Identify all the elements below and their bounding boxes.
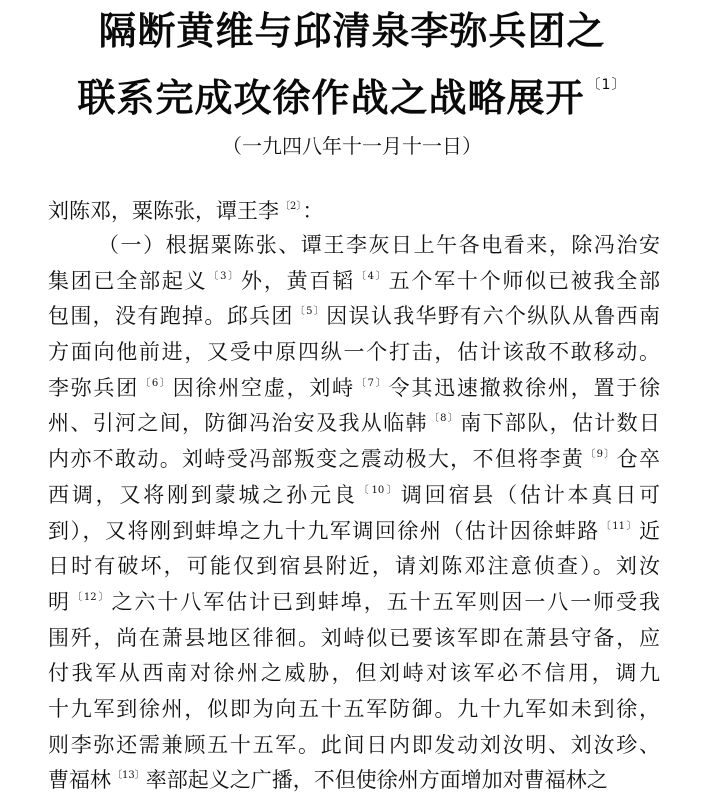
paragraph-body: [48, 228, 660, 799]
text-run: 五个军十个师似已被我全部: [388, 268, 660, 293]
text-line: [48, 335, 660, 371]
text-line: [48, 763, 660, 799]
text-run: 到），又将刚到蚌埠之九十九军调回徐州（估计因徐蚌路: [48, 518, 600, 543]
text-run: 则李弥还需兼顾五十五军。此间日内即发动刘汝明、刘汝珍、: [48, 732, 660, 757]
document-date: （一九四八年十一月十一日）: [222, 134, 482, 158]
text-run: 日时有破坏，可能仅到宿县附近，请刘陈邓注意侦查）。刘汝: [48, 554, 660, 579]
salutation-colon: ：: [302, 199, 324, 223]
text-line: [48, 585, 660, 621]
title-text-1: 隔断黄维与邱清泉李弥兵团之: [98, 9, 606, 53]
text-line: [48, 299, 660, 335]
footnote-ref[interactable]: 〔10〕: [358, 484, 400, 496]
text-line: [48, 692, 660, 728]
text-run: 付我军从西南对徐州之威胁，但刘峙对该军必不信用，调九: [48, 661, 660, 686]
text-line: [48, 549, 660, 585]
text-line: [48, 728, 660, 764]
text-run: 因误认我华野有六个纵队从鲁西南: [326, 304, 660, 329]
text-run: 南下部队，估计数日: [460, 411, 660, 436]
footnote-ref[interactable]: 〔11〕: [600, 520, 638, 532]
text-run: 令其迅速撤救徐州，置于徐: [388, 375, 660, 400]
document-title-line-2: [0, 62, 704, 121]
footnote-ref[interactable]: 〔8〕: [428, 413, 460, 425]
text-run: 之六十八军估计已到蚌埠，五十五军则因一八一师受我: [111, 589, 660, 614]
salutation-text: 刘陈邓，粟陈张，谭王李: [48, 199, 279, 223]
footnote-ref[interactable]: 〔2〕: [280, 201, 302, 212]
footnote-ref[interactable]: 〔9〕: [585, 449, 616, 461]
text-line: [48, 442, 660, 478]
text-line: [48, 621, 660, 657]
footnote-ref[interactable]: 〔12〕: [71, 591, 111, 603]
text-run: 近: [639, 518, 660, 543]
text-run: 集团已全部起义: [48, 268, 208, 293]
text-run: 外，黄百韬: [241, 268, 355, 293]
text-run: 十九军到徐州，似即为向五十五军防御。九十九军如未到徐，: [48, 696, 660, 721]
text-line: [48, 514, 660, 550]
text-line: [48, 371, 660, 407]
text-run: 李弥兵团: [48, 375, 140, 400]
text-run: 包围，没有跑掉。邱兵团: [48, 304, 294, 329]
footnote-ref[interactable]: 〔3〕: [208, 270, 241, 282]
text-run: 明: [48, 589, 71, 614]
text-run: 调回宿县（估计本真日可: [400, 482, 660, 507]
title-footnote-ref[interactable]: 〔1〕: [586, 77, 627, 93]
text-line: [48, 264, 660, 300]
footnote-ref[interactable]: 〔7〕: [355, 377, 388, 389]
text-run: （一）根据粟陈张、谭王李灰日上午各电看来，除冯治安: [98, 233, 660, 257]
footnote-ref[interactable]: 〔13〕: [112, 770, 145, 782]
text-line: [48, 228, 660, 264]
text-run: 曹福林: [48, 768, 111, 793]
salutation: [48, 196, 323, 226]
text-run: 州、引河之间，防御冯治安及我从临韩: [48, 411, 428, 436]
text-run: 因徐州空虚，刘峙: [172, 375, 355, 400]
text-run: 率部起义之广播，不但使徐州方面增加对曹福林之: [145, 768, 608, 793]
text-line: [48, 656, 660, 692]
text-run: 方面向他前进，又受中原四纵一个打击，估计该敌不敢移动。: [48, 340, 660, 365]
title-text-2: 联系完成攻徐作战之战略展开: [77, 76, 585, 120]
text-line: [48, 478, 660, 514]
text-run: 西调，又将刚到蒙城之孙元良: [48, 482, 358, 507]
text-run: 围歼，尚在萧县地区徘徊。刘峙似已要该军即在萧县守备，应: [48, 625, 660, 650]
text-run: 内亦不敢动。刘峙受冯部叛变之震动极大，不但将李黄: [48, 447, 585, 472]
footnote-ref[interactable]: 〔6〕: [140, 377, 172, 389]
document-title-line-1: [0, 8, 704, 54]
footnote-ref[interactable]: 〔5〕: [294, 306, 326, 318]
text-line: [48, 406, 660, 442]
text-run: 仓卒: [616, 447, 660, 472]
footnote-ref[interactable]: 〔4〕: [355, 270, 388, 282]
